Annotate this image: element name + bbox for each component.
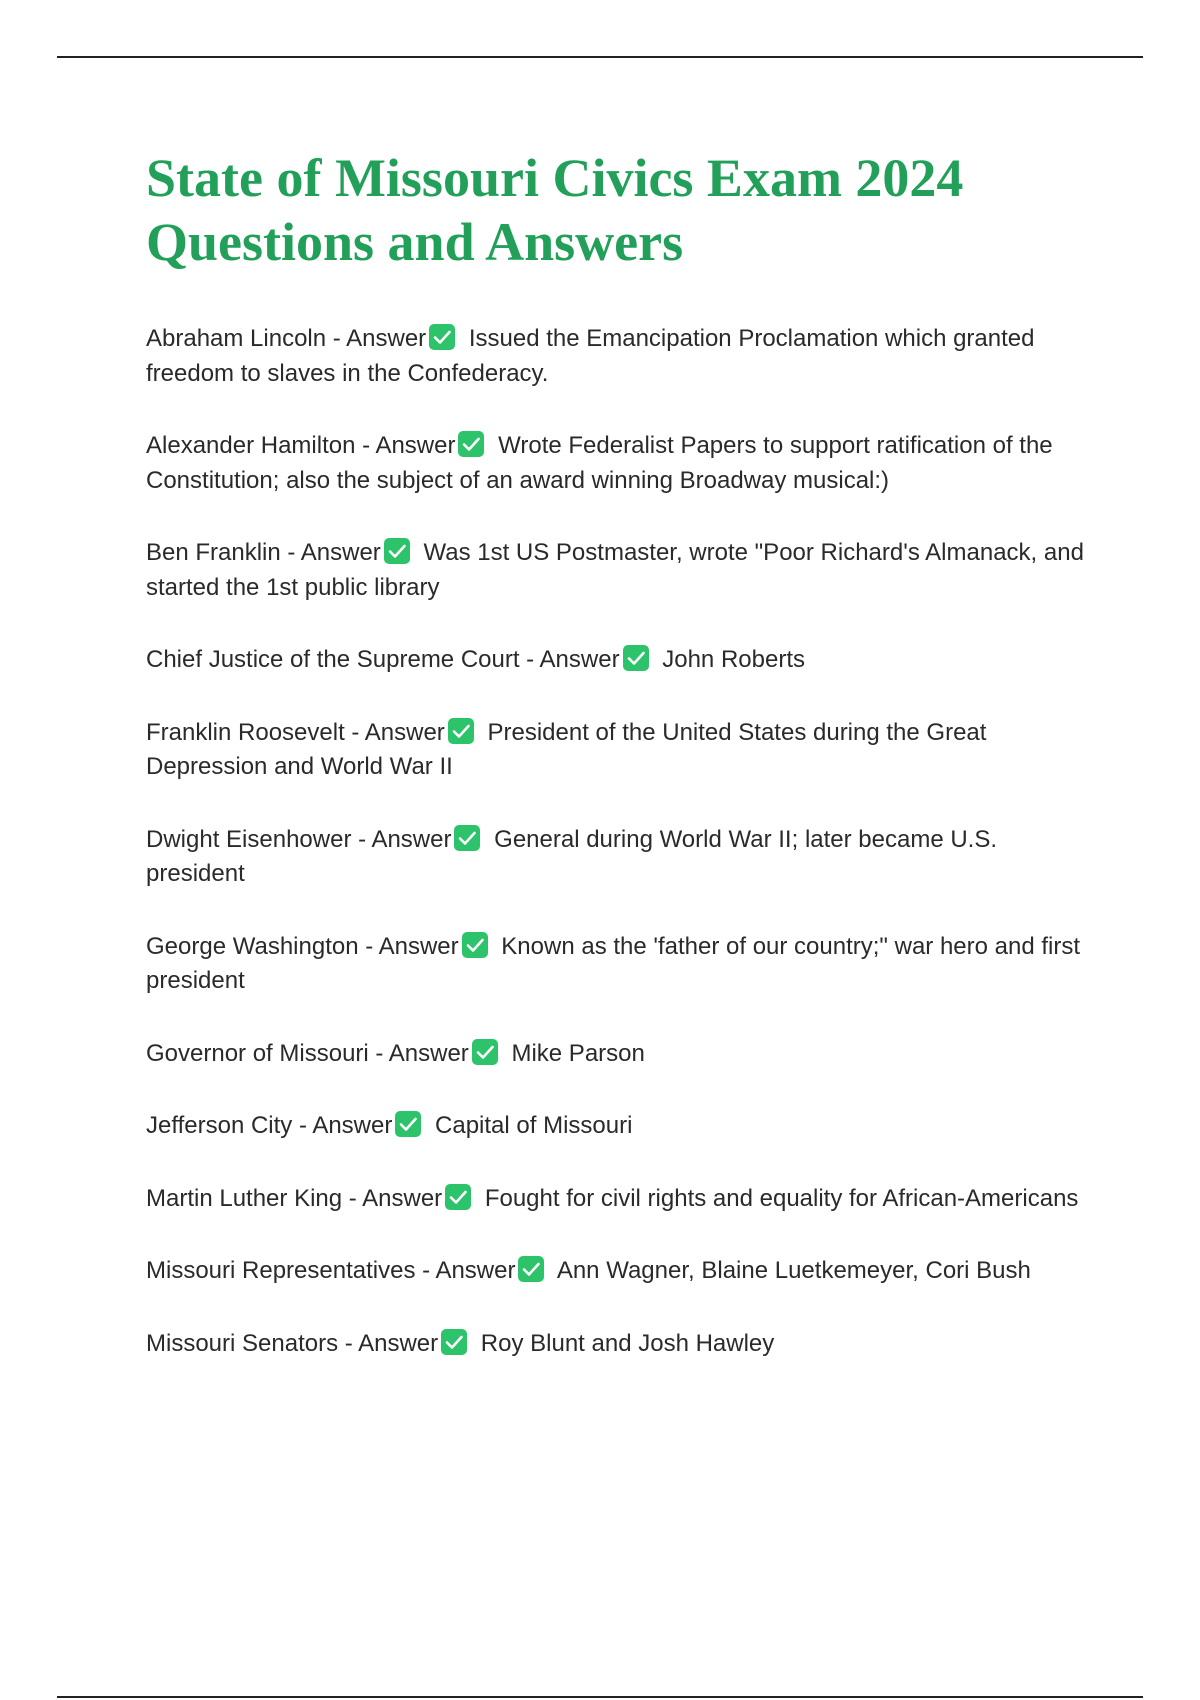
qa-item bbox=[146, 930, 1096, 999]
check-box-icon bbox=[444, 1183, 472, 1211]
qa-term: Ben Franklin bbox=[146, 539, 281, 566]
check-box-icon bbox=[428, 323, 456, 351]
qa-item bbox=[146, 643, 1096, 678]
qa-separator: - bbox=[355, 432, 376, 459]
check-box-icon bbox=[394, 1110, 422, 1138]
answer-label: Answer bbox=[364, 718, 445, 746]
qa-separator: - bbox=[342, 1184, 363, 1212]
answer-label: Answer bbox=[312, 1112, 393, 1139]
qa-item bbox=[146, 716, 1096, 785]
qa-item bbox=[146, 823, 1096, 892]
answer-label: Answer bbox=[300, 539, 381, 566]
qa-answer: President of the United States during the Great Depression and World War II bbox=[146, 718, 987, 780]
qa-term: Martin Luther King bbox=[146, 1184, 343, 1212]
qa-answer: Was 1st US Postmaster, wrote "Poor Richard's Almanack, and started the 1st public library bbox=[146, 539, 1084, 601]
qa-separator: - bbox=[415, 1257, 436, 1284]
header-rule bbox=[57, 56, 1143, 58]
qa-answer: Known as the 'father of our country;" war hero and first president bbox=[146, 932, 1081, 994]
answer-label: Answer bbox=[375, 432, 456, 459]
qa-term: Governor of Missouri bbox=[146, 1039, 369, 1067]
answer-label: Answer bbox=[539, 646, 620, 673]
answer-label: Answer bbox=[388, 1039, 469, 1067]
qa-separator: - bbox=[338, 1329, 359, 1357]
qa-term: Missouri Representatives bbox=[146, 1257, 416, 1284]
qa-answer: Capital of Missouri bbox=[435, 1112, 633, 1139]
check-box-icon bbox=[457, 430, 485, 458]
answer-label: Answer bbox=[346, 325, 427, 352]
title-line-2: Questions and Answers bbox=[146, 212, 684, 272]
check-box-icon bbox=[517, 1255, 545, 1283]
qa-separator: - bbox=[368, 1039, 389, 1067]
qa-item bbox=[146, 429, 1096, 498]
page-title bbox=[146, 146, 1106, 274]
qa-item bbox=[146, 1327, 1096, 1362]
qa-term: Alexander Hamilton bbox=[146, 432, 356, 459]
qa-answer: Roy Blunt and Josh Hawley bbox=[480, 1329, 775, 1357]
check-box-icon bbox=[461, 931, 489, 959]
title-line-1: State of Missouri Civics Exam 2024 bbox=[146, 148, 964, 208]
qa-answer: Issued the Emancipation Proclamation which granted freedom to slaves in the Confederacy. bbox=[146, 325, 1035, 387]
qa-item bbox=[146, 1109, 1096, 1144]
answer-label: Answer bbox=[435, 1257, 516, 1284]
check-box-icon bbox=[440, 1328, 468, 1356]
qa-separator: - bbox=[280, 539, 301, 566]
answer-label: Answer bbox=[371, 825, 452, 853]
qa-item bbox=[146, 1037, 1096, 1072]
qa-item bbox=[146, 536, 1096, 605]
qa-term: Dwight Eisenhower bbox=[146, 825, 352, 853]
check-box-icon bbox=[471, 1038, 499, 1066]
qa-item bbox=[146, 1182, 1096, 1217]
qa-term: Franklin Roosevelt bbox=[146, 718, 345, 746]
qa-list bbox=[146, 322, 1096, 1399]
qa-term: Abraham Lincoln bbox=[146, 325, 327, 352]
qa-term: Jefferson City bbox=[146, 1112, 293, 1139]
qa-separator: - bbox=[351, 825, 372, 853]
check-box-icon bbox=[383, 537, 411, 565]
qa-answer: Mike Parson bbox=[511, 1039, 645, 1067]
qa-answer: General during World War II; later became U.S. president bbox=[146, 825, 998, 887]
check-box-icon bbox=[453, 824, 481, 852]
qa-separator: - bbox=[358, 932, 379, 960]
qa-answer: Wrote Federalist Papers to support ratification of the Constitution; also the subject of an award winning Broadway musical:) bbox=[146, 432, 1053, 494]
footer-rule bbox=[57, 1696, 1143, 1698]
qa-term: George Washington bbox=[146, 932, 359, 960]
qa-answer: John Roberts bbox=[662, 646, 805, 673]
qa-answer: Ann Wagner, Blaine Luetkemeyer, Cori Bush bbox=[556, 1257, 1031, 1284]
qa-term: Chief Justice of the Supreme Court bbox=[146, 646, 520, 673]
check-box-icon bbox=[447, 717, 475, 745]
qa-separator: - bbox=[326, 325, 347, 352]
qa-term: Missouri Senators bbox=[146, 1329, 339, 1357]
qa-separator: - bbox=[292, 1112, 313, 1139]
qa-answer: Fought for civil rights and equality for African-Americans bbox=[484, 1184, 1079, 1212]
answer-label: Answer bbox=[358, 1329, 439, 1357]
qa-item bbox=[146, 1254, 1096, 1289]
answer-label: Answer bbox=[378, 932, 459, 960]
qa-separator: - bbox=[519, 646, 540, 673]
qa-item bbox=[146, 322, 1096, 391]
qa-separator: - bbox=[344, 718, 365, 746]
answer-label: Answer bbox=[362, 1184, 443, 1212]
check-box-icon bbox=[622, 644, 650, 672]
